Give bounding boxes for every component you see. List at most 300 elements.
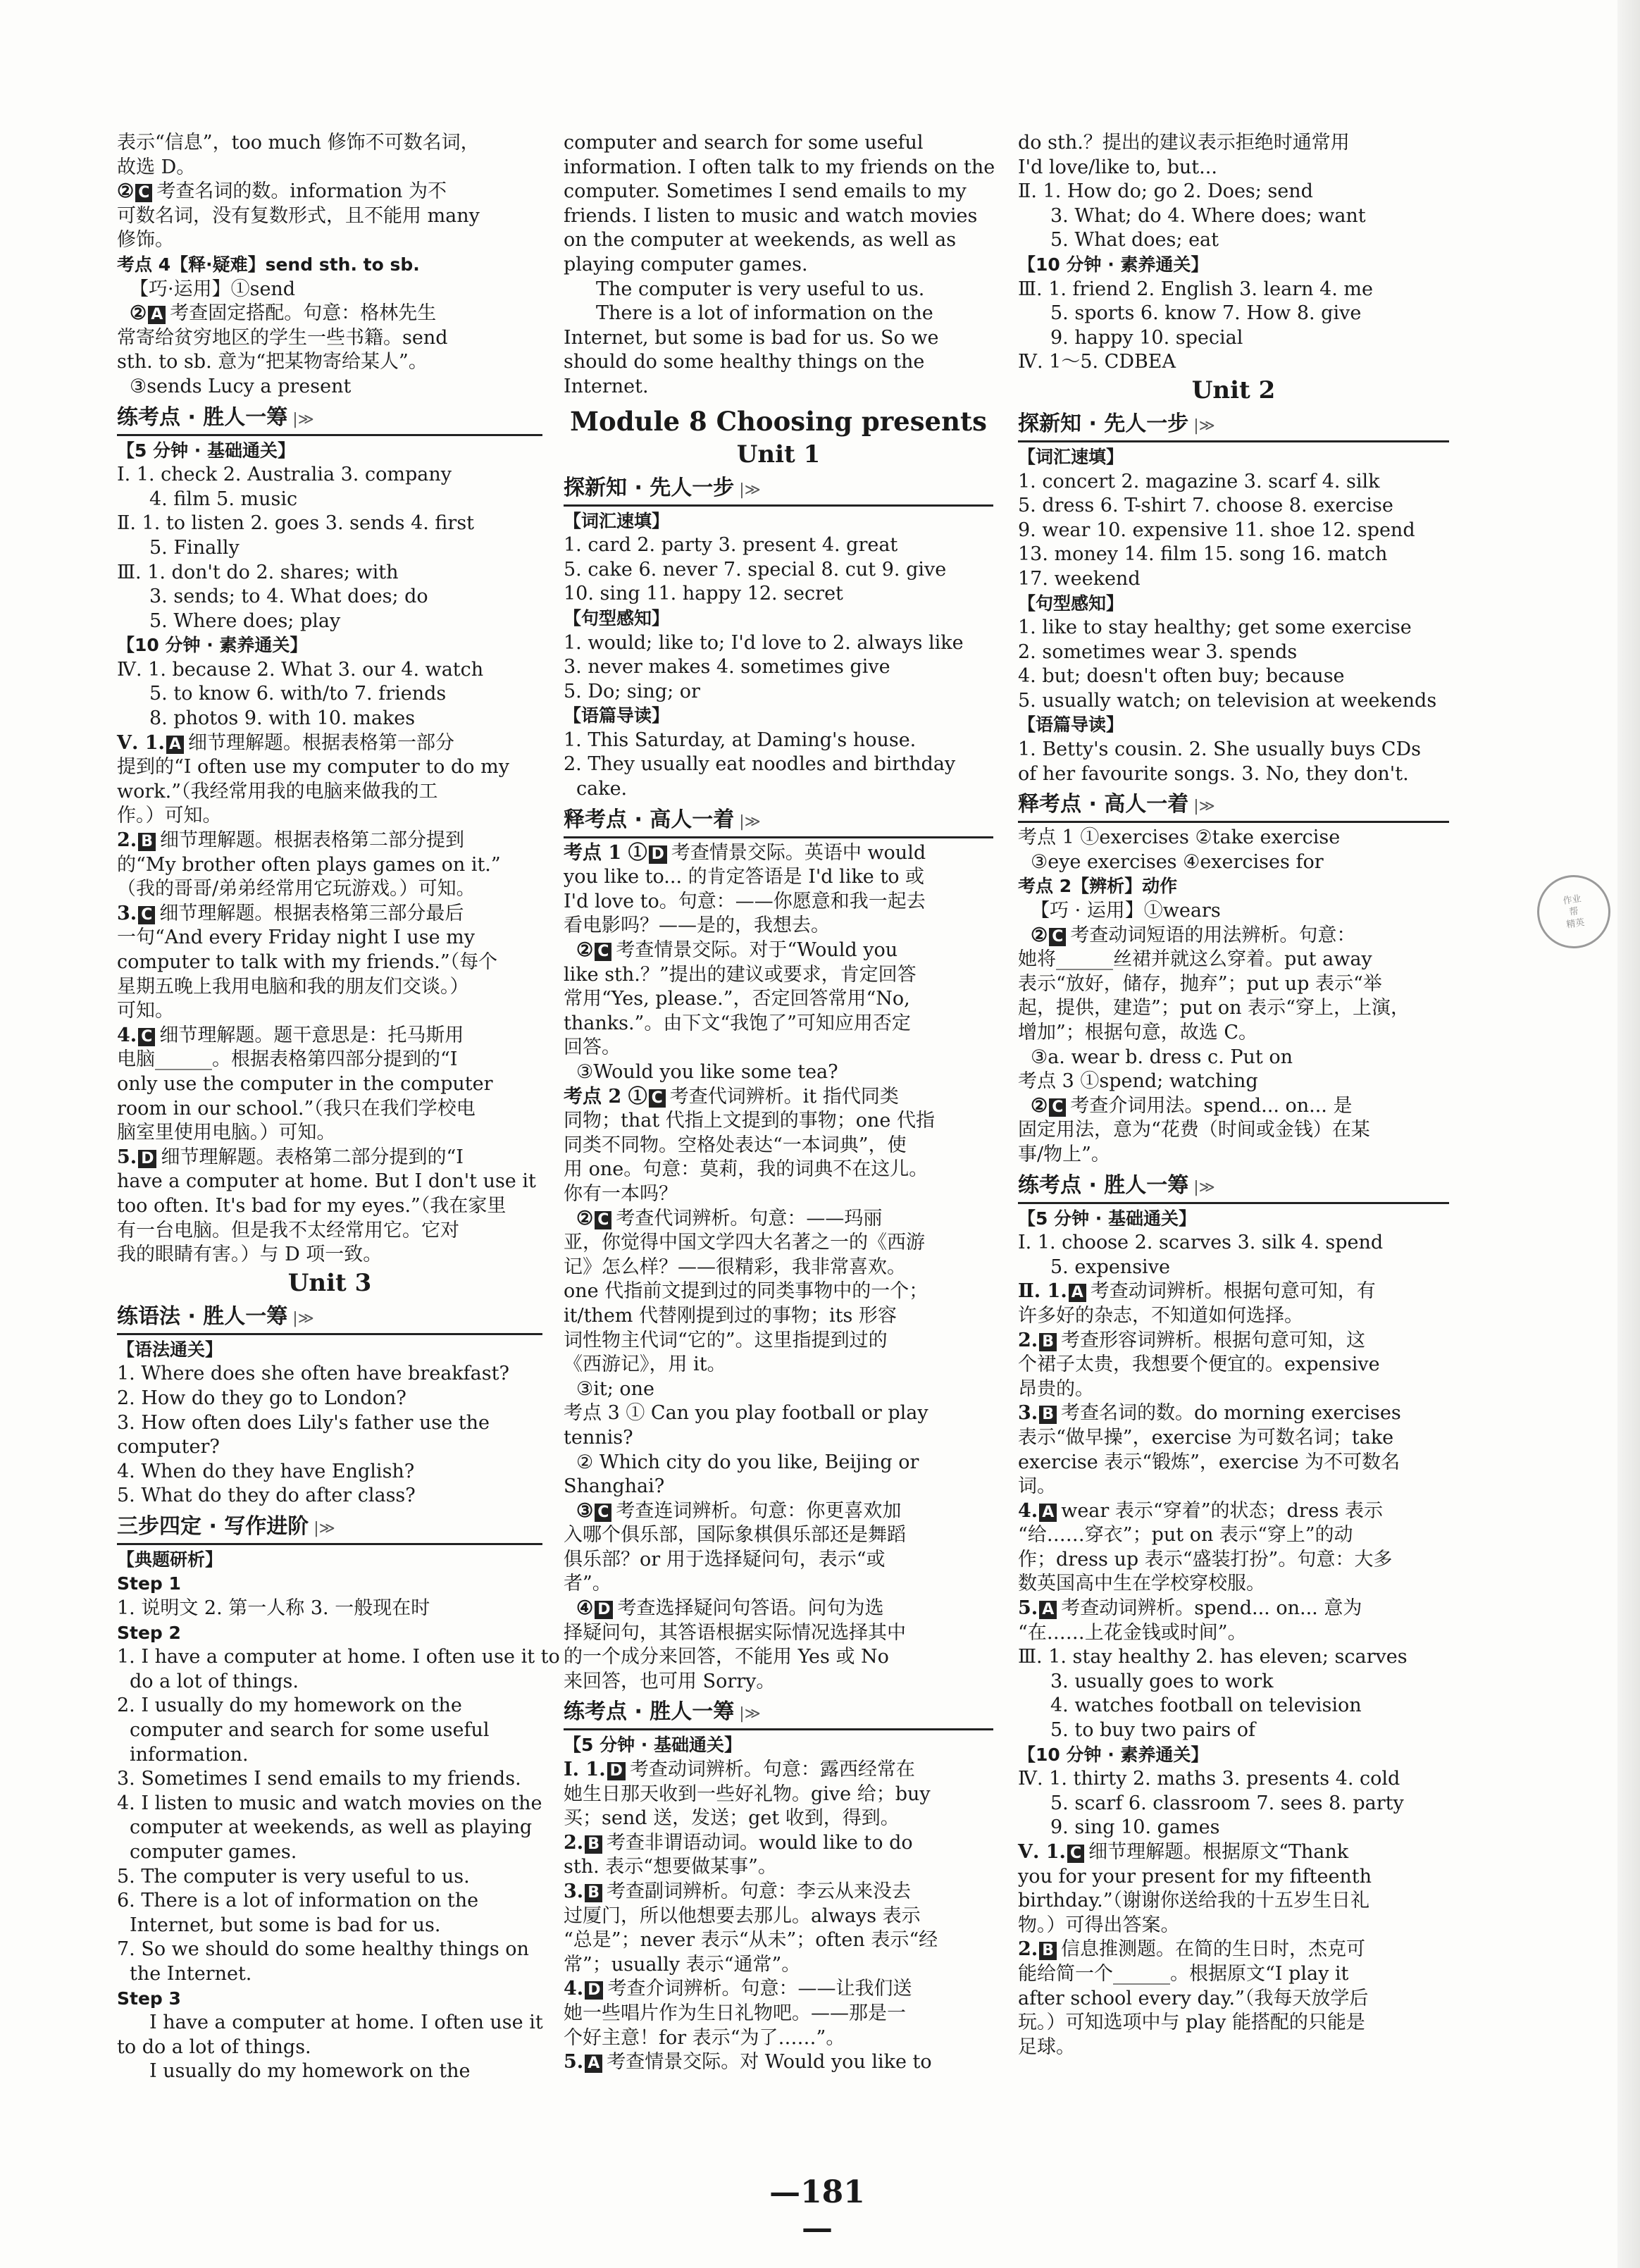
stamp-line: 作业 — [1562, 893, 1582, 907]
subsection-label: 【5 分钟 · 基础通关】 — [1018, 1208, 1197, 1229]
text-line: 3. How often does Lily's father use the — [117, 1411, 490, 1434]
answer-letter-box: C — [135, 184, 152, 202]
double-chevron-icon: |≫ — [1188, 416, 1215, 435]
text-line: tennis? — [564, 1426, 633, 1449]
section-heading-text: 练考点 · 胜人一筹 — [1018, 1172, 1189, 1198]
text-line: 亚，你觉得中国文学四大名著之一的《西游 — [564, 1232, 925, 1254]
text-line: 5. to know 6. with/to 7. friends — [149, 683, 447, 705]
text-line: of her favourite songs. 3. No, they don't. — [1018, 762, 1409, 785]
explanation-text: 细节理解题。题干意思是：托马斯用 — [159, 1024, 464, 1046]
text-line: 修饰。 — [117, 229, 174, 252]
text-line: 4. but; doesn't often buy; because — [1018, 665, 1345, 688]
answer-line — [564, 1831, 993, 1856]
text-line: 6. There is a lot of information on the — [117, 1890, 479, 1912]
answer-letter-box: B — [138, 833, 156, 851]
explanation-text: 细节理解题。表格第二部分提到的“I — [161, 1146, 464, 1168]
text-line: 的一个成分来回答，不能用 Yes 或 No — [564, 1646, 889, 1668]
answer-letter-box: C — [1049, 1098, 1066, 1117]
text-line: birthday.”（谢谢你送给我的十五岁生日礼 — [1018, 1890, 1369, 1912]
explanation-text: 考查副词辨析。句意：李云从来没去 — [606, 1880, 911, 1902]
question-number: ② — [1031, 1094, 1048, 1117]
answer-line — [117, 1024, 542, 1048]
text-line: 数英国高中生在学校穿校服。 — [1018, 1573, 1265, 1595]
text-line: Shanghai? — [564, 1475, 665, 1498]
explanation-text: 考查名词的数。information 为不 — [156, 180, 447, 203]
text-line: computer and search for some useful — [130, 1719, 490, 1742]
text-line: ② Which city do you like, Beijing or — [576, 1451, 919, 1473]
text-line: I have a computer at home. I often use it — [149, 2012, 543, 2034]
text-line: ③sends Lucy a present — [130, 375, 352, 397]
text-line: 1. concert 2. magazine 3. scarf 4. silk — [1018, 470, 1380, 492]
text-line: ③it; one — [576, 1377, 654, 1400]
text-line: 个裙子太贵，我想要个便宜的。expensive — [1018, 1353, 1380, 1376]
text-line: 1. would; like to; I'd love to 2. always like — [564, 631, 964, 654]
answer-letter-box: C — [595, 943, 611, 961]
module-title: Module 8 Choosing presents — [570, 405, 987, 437]
text-line: 入哪个俱乐部，国际象棋俱乐部还是舞蹈 — [564, 1524, 906, 1547]
text-line: have a computer at home. But I don't use it — [117, 1170, 536, 1193]
subsection-label: 【5 分钟 · 基础通关】 — [117, 440, 296, 461]
text-line: 5. What do they do after class? — [117, 1485, 416, 1507]
text-line: 一句“And every Friday night I use my — [117, 927, 476, 949]
text-line: 表示“做早操”，exercise 为可数名词；take — [1018, 1426, 1394, 1449]
text-line: computer at weekends, as well as playing — [130, 1816, 533, 1839]
question-number: 3. — [117, 902, 137, 924]
text-line: room in our school.”（我只在我们学校电 — [117, 1097, 476, 1120]
page-number: —181— — [769, 2174, 865, 2246]
text-line: 常用“Yes, please.”，否定回答常用“No, — [564, 988, 910, 1010]
text-line: 常”；usually 表示“通常”。 — [564, 1953, 801, 1976]
question-number: ② — [130, 302, 147, 325]
text-line: “总是”；never 表示“从未”；often 表示“经 — [564, 1929, 938, 1952]
text-line: 固定用法，意为“花费（时间或金钱）在某 — [1018, 1119, 1370, 1141]
text-line: 9. sing 10. games — [1050, 1816, 1220, 1839]
question-number: 3. — [1018, 1402, 1038, 1425]
double-chevron-icon: |≫ — [734, 481, 761, 499]
answer-letter-box: A — [1039, 1504, 1057, 1522]
text-line: Ⅳ. 1. because 2. What 3. our 4. watch — [117, 658, 484, 681]
subsection-label: Step 3 — [117, 1988, 181, 2009]
answer-letter-box: B — [1039, 1333, 1057, 1351]
text-line: cake. — [576, 778, 628, 800]
question-number: 2. — [1018, 1938, 1038, 1961]
section-heading-text: 练考点 · 胜人一筹 — [564, 1699, 735, 1725]
answer-letter-box: A — [148, 306, 166, 324]
text-line: 起，提供，建造”；put on 表示“穿上，上演， — [1018, 997, 1410, 1020]
explanation-text: 考查动词短语的用法辨析。句意： — [1070, 924, 1356, 946]
text-line: the Internet. — [130, 1962, 252, 1985]
question-number: 3. — [564, 1880, 584, 1902]
text-line: 5. The computer is very useful to us. — [117, 1865, 470, 1888]
explanation-text: 考查介词辨析。句意：——让我们送 — [607, 1978, 912, 2000]
text-line: Ⅲ. 1. stay healthy 2. has eleven; scarves — [1018, 1646, 1408, 1668]
answer-line — [117, 829, 542, 853]
text-line: exercise 表示“锻炼”，exercise 为不可数名 — [1018, 1451, 1400, 1473]
text-line: I usually do my homework on the — [149, 2060, 471, 2083]
text-line: The computer is very useful to us. — [596, 278, 925, 300]
question-number: 2. — [117, 829, 137, 852]
explanation-text: 考查动词辨析。spend... on... 意为 — [1061, 1597, 1362, 1620]
explanation-text: 细节理解题。根据表格第二部分提到 — [159, 829, 464, 852]
text-line: 作；dress up 表示“盛装打扮”。句意：大多 — [1018, 1548, 1393, 1570]
text-line: only use the computer in the computer — [117, 1072, 493, 1095]
answer-letter-box: D — [585, 1981, 603, 2000]
explanation-text: 考查连词辨析。句意：你更喜欢加 — [616, 1499, 902, 1522]
text-line: 5. Finally — [149, 536, 240, 559]
section-heading — [564, 806, 993, 838]
answer-line — [564, 1597, 993, 1621]
text-line: 3. never makes 4. sometimes give — [564, 656, 890, 678]
text-line: 5. usually watch; on television at weekends — [1018, 689, 1437, 712]
answer-letter-box: C — [138, 906, 155, 924]
explanation-text: 考查形容词辨析。根据句意可知，这 — [1060, 1329, 1365, 1351]
text-line: 5. Do; sing; or — [564, 680, 700, 702]
text-line: 可知。 — [117, 1000, 174, 1022]
explanation-text: 考查介词用法。spend... on... 是 — [1070, 1094, 1353, 1117]
subsection-label: 考点 2【辨析】动作 — [1018, 876, 1178, 897]
text-line: 2. I usually do my homework on the — [117, 1694, 462, 1717]
text-line: 2. sometimes wear 3. spends — [1018, 640, 1298, 663]
text-line: 1. card 2. party 3. present 4. great — [564, 534, 898, 557]
text-line: information. — [130, 1743, 249, 1766]
answer-line — [1018, 1840, 1449, 1865]
answer-letter-box: D — [649, 845, 667, 864]
question-number: 5. — [1018, 1597, 1038, 1620]
section-heading-text: 探新知 · 先人一步 — [1018, 411, 1189, 436]
answer-letter-box: C — [649, 1089, 666, 1108]
text-line: one 代指前文提到过的同类事物中的一个； — [564, 1280, 928, 1303]
subsection-label: Step 1 — [117, 1573, 181, 1594]
question-number: ② — [117, 180, 135, 203]
explanation-text: 细节理解题。根据表格第一部分 — [187, 731, 454, 754]
question-number: ③ — [576, 1499, 594, 1522]
answer-line — [1018, 1597, 1449, 1621]
subsection-label: 考点 4【释·疑难】send sth. to sb. — [117, 254, 420, 275]
answer-letter-box: D — [607, 1762, 626, 1780]
unit-title: Unit 2 — [1191, 376, 1276, 404]
answer-letter-box: C — [595, 1211, 611, 1229]
text-line: 5. expensive — [1050, 1256, 1170, 1278]
answer-letter-box: A — [585, 2055, 602, 2073]
question-number: Ⅱ. 1. — [1018, 1280, 1067, 1303]
text-line: 回答。 — [564, 1036, 621, 1059]
section-heading — [1018, 410, 1449, 442]
answer-letter-box: B — [585, 1884, 602, 1902]
text-line: 7. So we should do some healthy things on — [117, 1938, 529, 1961]
text-line: 许多好的杂志，不知道如何选择。 — [1018, 1304, 1303, 1327]
text-line: Internet, but some is bad for us. — [130, 1914, 441, 1936]
text-line: computer to talk with my friends.”（每个 — [117, 951, 498, 973]
explanation-text: 考查代词辨析。it 指代同类 — [669, 1085, 899, 1108]
section-heading — [564, 1698, 993, 1730]
double-chevron-icon: |≫ — [734, 812, 761, 831]
text-line: like sth.？”提出的建议或要求，肯定回答 — [564, 963, 917, 986]
subsection-label: 【10 分钟 · 素养通关】 — [1018, 1744, 1209, 1765]
answer-line — [564, 1207, 993, 1232]
text-line: 她一些唱片作为生日礼物吧。——那是一 — [564, 2002, 906, 2024]
answer-letter-box: B — [1039, 1942, 1057, 1960]
double-chevron-icon: |≫ — [734, 1705, 761, 1723]
text-line: computer. Sometimes I send emails to my — [564, 180, 967, 203]
subsection-label: 【语篇导读】 — [564, 705, 670, 726]
text-line: 个好主意！for 表示“为了……”。 — [564, 2026, 845, 2049]
subsection-label: 【10 分钟 · 素养通关】 — [117, 635, 308, 656]
text-line: Ⅱ. 1. to listen 2. goes 3. sends 4. first — [117, 512, 475, 535]
text-line: 俱乐部？or 用于选择疑问句，表示“或 — [564, 1548, 886, 1570]
text-line: 有一台电脑。但是我不太经常用它。它对 — [117, 1219, 459, 1241]
answer-letter-box: B — [1039, 1406, 1057, 1424]
text-line: 玩。）可知选项中与 play 能搭配的只能是 — [1018, 2012, 1365, 2034]
text-line: sth. 表示“想要做某事”。 — [564, 1856, 777, 1878]
question-number: 4. — [1018, 1499, 1038, 1522]
explanation-text: 考查固定搭配。句意：格林先生 — [170, 302, 437, 325]
text-line: 的“My brother often plays games on it.” — [117, 853, 501, 876]
subsection-label: 【典题研析】 — [117, 1549, 223, 1570]
text-line: to do a lot of things. — [117, 2035, 311, 2058]
text-line: 择疑问句，其答语根据实际情况选择其中 — [564, 1621, 906, 1644]
explanation-text: 考查情景交际。对于“Would you — [616, 939, 898, 962]
text-line: should do some healthy things on the — [564, 351, 925, 373]
column-middle — [564, 131, 993, 2075]
explanation-text: 细节理解题。根据原文“Thank — [1088, 1841, 1349, 1863]
text-line: sth. to sb. 意为“把某物寄给某人”。 — [117, 351, 428, 373]
text-line: 昂贵的。 — [1018, 1377, 1094, 1400]
text-line: 看电影吗？——是的，我想去。 — [564, 915, 830, 937]
text-line: 你有一本吗？ — [564, 1182, 678, 1205]
text-line: 过厦门，所以他想要去那儿。always 表示 — [564, 1904, 921, 1927]
text-line: Ⅳ. 1. thirty 2. maths 3. presents 4. cold — [1018, 1768, 1400, 1790]
answer-letter-box: A — [166, 736, 184, 754]
text-line: 《西游记》，用 it。 — [564, 1353, 726, 1376]
answer-line — [564, 2050, 993, 2075]
answer-line — [564, 1758, 993, 1783]
column-left — [117, 131, 560, 2084]
explanation-text: 考查动词辨析。根据句意可知，有 — [1090, 1280, 1376, 1303]
text-line: 她生日那天收到一些好礼物。give 给；buy — [564, 1783, 931, 1805]
text-line: playing computer games. — [564, 253, 808, 275]
text-line: 事/物上”。 — [1018, 1143, 1110, 1165]
answer-line — [564, 1499, 993, 1524]
text-line: 表示“放好，储存，抛弃”；put up 表示“举 — [1018, 972, 1382, 995]
text-line: ③eye exercises ④exercises for — [1031, 850, 1324, 873]
section-heading-text: 练考点 · 胜人一筹 — [117, 404, 288, 430]
text-line: I'd love/like to, but... — [1018, 156, 1217, 178]
text-line: computer and search for some useful — [564, 132, 924, 154]
text-line: 4. film 5. music — [149, 488, 298, 510]
answer-line — [1018, 1401, 1449, 1426]
explanation-text: 考查情景交际。英语中 would — [671, 841, 926, 864]
text-line: 3. What; do 4. Where does; want — [1050, 204, 1366, 227]
text-line: 能给简一个______。根据原文“I play it — [1018, 1962, 1349, 1985]
answer-line — [564, 1880, 993, 1904]
answer-letter-box: C — [1049, 928, 1066, 946]
section-heading — [117, 404, 542, 436]
text-line: 词性物主代词“它的”。这里指提到过的 — [564, 1329, 888, 1351]
text-line: 记》怎么样？——很精彩，我非常喜欢。 — [564, 1256, 906, 1278]
text-line: 1. This Saturday, at Daming's house. — [564, 729, 917, 751]
text-line: 5. What does; eat — [1050, 229, 1219, 252]
subsection-label: 【词汇速填】 — [1018, 446, 1124, 467]
text-line: 脑室里使用电脑。）可知。 — [117, 1122, 336, 1144]
answer-letter-box: C — [138, 1028, 155, 1046]
text-line: 2. They usually eat noodles and birthday — [564, 753, 956, 776]
answer-line — [117, 302, 542, 326]
text-line: Ⅱ. 1. How do; go 2. Does; send — [1018, 180, 1313, 203]
text-line: 4. watches football on television — [1050, 1694, 1362, 1717]
question-number: 5. — [564, 2051, 584, 2074]
text-line: Ⅲ. 1. don't do 2. shares; with — [117, 561, 399, 583]
explanation-text: 信息推测题。在简的生日时，杰克可 — [1060, 1938, 1365, 1961]
text-line: Internet, but some is bad for us. So we — [564, 326, 939, 349]
question-number: ② — [1031, 924, 1048, 946]
question-number: 考点 2 ① — [564, 1085, 647, 1108]
text-line: 电脑______。根据表格第四部分提到的“I — [117, 1048, 458, 1071]
question-number: ② — [576, 939, 594, 962]
section-heading — [1018, 791, 1449, 823]
text-line: 1. I have a computer at home. I often use it to — [117, 1646, 560, 1668]
question-number: 考点 1 ① — [564, 841, 647, 864]
answer-letter-box: C — [1067, 1845, 1084, 1863]
text-line: 8. photos 9. with 10. makes — [149, 707, 416, 730]
question-number: 2. — [564, 1831, 584, 1854]
text-line: do sth.？提出的建议表示拒绝时通常用 — [1018, 132, 1350, 154]
text-line: 【巧 · 运用】①wears — [1031, 900, 1221, 922]
answer-line — [117, 180, 542, 204]
text-line: you like to... 的肯定答语是 I'd like to 或 — [564, 866, 925, 888]
text-line: 常寄给贫穷地区的学生一些书籍。send — [117, 326, 448, 349]
text-line: 考点 3 ① Can you play football or play — [564, 1402, 928, 1425]
text-line: Ⅰ. 1. choose 2. scarves 3. silk 4. spend — [1018, 1232, 1384, 1254]
text-line: 5. to buy two pairs of — [1050, 1719, 1255, 1742]
text-line: 1. like to stay healthy; get some exercise — [1018, 616, 1412, 639]
text-line: 我的眼睛有害。）与 D 项一致。 — [117, 1244, 383, 1266]
text-line: 2. How do they go to London? — [117, 1387, 406, 1409]
text-line: 10. sing 11. happy 12. secret — [564, 583, 843, 605]
text-line: 5. cake 6. never 7. special 8. cut 9. give — [564, 558, 947, 581]
explanation-text: 考查名词的数。do morning exercises — [1060, 1402, 1401, 1425]
explanation-text: 细节理解题。根据表格第三部分最后 — [159, 902, 464, 924]
subsection-label: Step 2 — [117, 1622, 181, 1643]
text-line: 可数名词，没有复数形式，且不能用 many — [117, 204, 480, 227]
section-heading-text: 练语法 · 胜人一筹 — [117, 1303, 288, 1329]
section-heading-text: 三步四定 · 写作进阶 — [117, 1513, 309, 1539]
text-line: I'd love to。句意：——你愿意和我一起去 — [564, 890, 926, 912]
text-line: too often. It's bad for my eyes.”（我在家里 — [117, 1194, 507, 1217]
answer-letter-box: A — [1039, 1601, 1057, 1619]
text-line: 增加”；根据句意，故选 C。 — [1018, 1022, 1258, 1043]
answer-letter-box: A — [1069, 1284, 1086, 1302]
text-line: 1. Betty's cousin. 2. She usually buys CDs — [1018, 738, 1421, 761]
text-line: Ⅳ. 1～5. CDBEA — [1018, 351, 1176, 373]
subsection-label: 【语法通关】 — [117, 1339, 223, 1360]
subsection-label: 【5 分钟 · 基础通关】 — [564, 1735, 743, 1756]
section-heading — [564, 474, 993, 507]
question-number: 5. — [117, 1146, 137, 1168]
text-line: 3. sends; to 4. What does; do — [149, 585, 428, 608]
subsection-label: 【语篇导读】 — [1018, 714, 1124, 736]
text-line: 买；send 送，发送；get 收到，得到。 — [564, 1807, 900, 1830]
text-line: 考点 1 ①exercises ②take exercise — [1018, 826, 1341, 849]
text-line: 3. usually goes to work — [1050, 1670, 1274, 1692]
text-line: on the computer at weekends, as well as — [564, 229, 957, 252]
question-number: 4. — [117, 1024, 137, 1046]
text-line: 者”。 — [564, 1573, 611, 1595]
text-line: ③Would you like some tea? — [576, 1061, 838, 1083]
text-line: you for your present for my fifteenth — [1018, 1865, 1372, 1888]
explanation-text: 考查情景交际。对 Would you like to — [607, 2051, 932, 2074]
section-heading-text: 探新知 · 先人一步 — [564, 475, 735, 500]
double-chevron-icon: |≫ — [287, 1309, 314, 1327]
text-line: 同物；that 代指上文提到的事物；one 代指 — [564, 1110, 935, 1132]
answer-line — [1018, 924, 1449, 948]
text-line: 同类不同物。空格处表达“一本词典”，使 — [564, 1134, 907, 1156]
text-line: friends. I listen to music and watch movies — [564, 204, 978, 227]
subsection-label: 【句型感知】 — [1018, 593, 1124, 614]
text-line: Ⅰ. 1. check 2. Australia 3. company — [117, 464, 452, 486]
text-line: 5. Where does; play — [149, 609, 341, 632]
answer-letter-box: D — [138, 1150, 156, 1168]
text-line: after school every day.”（我每天放学后 — [1018, 1987, 1369, 2009]
explanation-text: 考查选择疑问句答语。问句为选 — [617, 1597, 884, 1620]
text-line: 5. dress 6. T-shirt 7. choose 8. exercise — [1018, 495, 1393, 517]
stamp-line: 帮 — [1568, 905, 1579, 918]
text-line: do a lot of things. — [130, 1670, 299, 1692]
text-line: 足球。 — [1018, 2035, 1075, 2058]
question-number: ② — [576, 1207, 594, 1229]
text-line: 词。 — [1018, 1475, 1056, 1498]
subsection-label: 【10 分钟 · 素养通关】 — [1018, 254, 1209, 275]
text-line: 她将______丝裙并就这么穿着。put away — [1018, 948, 1372, 971]
answer-line — [117, 731, 542, 756]
text-line: 作。）可知。 — [117, 805, 222, 827]
text-line: Ⅲ. 1. friend 2. English 3. learn 4. me — [1018, 278, 1373, 300]
text-line: 故选 D。 — [117, 156, 196, 178]
answer-letter-box: D — [595, 1601, 613, 1619]
text-line: thanks.”。由下文“我饱了”可知应用否定 — [564, 1012, 911, 1034]
text-line: 物。）可得出答案。 — [1018, 1914, 1180, 1936]
answer-letter-box: C — [595, 1504, 611, 1522]
section-heading-text: 释考点 · 高人一着 — [1018, 792, 1189, 817]
question-number: Ⅴ. 1. — [1018, 1841, 1066, 1863]
text-line: 9. wear 10. expensive 11. shoe 12. spend — [1018, 519, 1415, 541]
double-chevron-icon: |≫ — [309, 1519, 335, 1537]
answer-line — [117, 902, 542, 927]
text-line: computer? — [117, 1436, 220, 1458]
text-line: computer games. — [130, 1841, 297, 1863]
section-heading-text: 释考点 · 高人一着 — [564, 807, 735, 832]
question-number: ④ — [576, 1597, 594, 1620]
text-line: 3. Sometimes I send emails to my friends. — [117, 1768, 521, 1790]
subsection-label: 【句型感知】 — [564, 607, 670, 628]
question-number: Ⅰ. 1. — [564, 1759, 606, 1781]
binding-edge — [1617, 0, 1640, 2268]
answer-line — [1018, 1329, 1449, 1353]
column-right — [1018, 131, 1449, 2059]
text-line: 提到的“I often use my computer to do my — [117, 756, 509, 779]
text-line: 星期五晚上我用电脑和我的朋友们交谈。） — [117, 975, 469, 998]
explanation-text: 考查非谓语动词。would like to do — [606, 1831, 913, 1854]
answer-line — [117, 1146, 542, 1170]
text-line: 来回答，也可用 Sorry。 — [564, 1670, 776, 1692]
text-line: information. I often talk to my friends on the — [564, 156, 995, 178]
text-line: Internet. — [564, 375, 649, 397]
double-chevron-icon: |≫ — [287, 410, 314, 428]
text-line: 考点 3 ①spend; watching — [1018, 1070, 1258, 1093]
answer-line — [564, 1085, 993, 1110]
text-line: 13. money 14. film 15. song 16. match — [1018, 543, 1388, 566]
text-line: “在……上花金钱或时间”。 — [1018, 1621, 1247, 1644]
unit-title: Unit 1 — [736, 440, 821, 469]
